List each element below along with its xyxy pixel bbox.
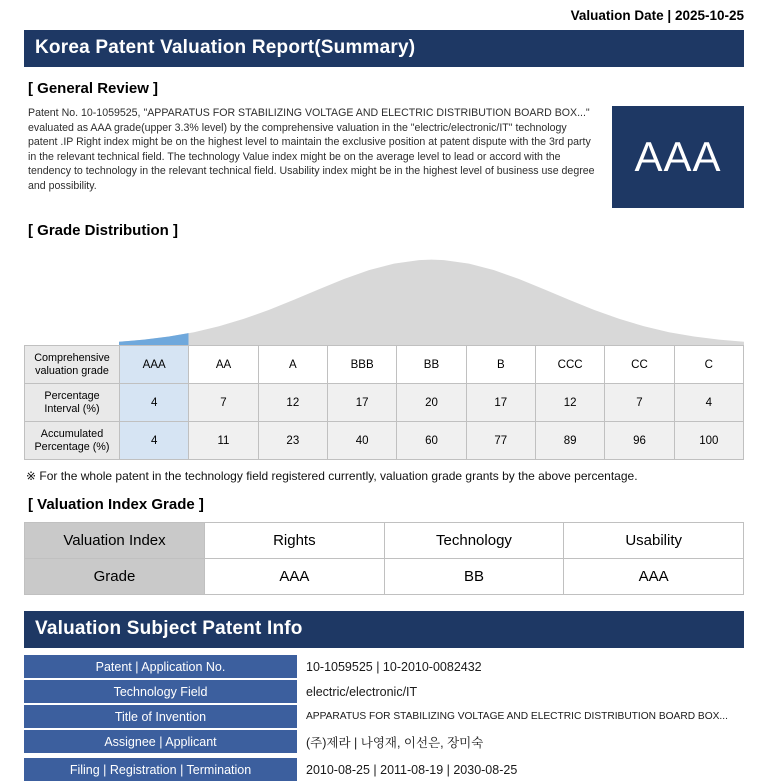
grade-cell: A: [258, 346, 327, 384]
grade-distribution-section: [24, 222, 744, 483]
table-row: [25, 346, 744, 384]
index-grade-cell: AAA: [205, 559, 385, 595]
valuation-index-table: [24, 522, 744, 595]
interval-cell: 17: [466, 384, 535, 422]
info-row-application: [24, 655, 744, 678]
info-value: 2010-08-25 | 2011-08-19 | 2030-08-25: [297, 758, 744, 781]
distribution-curve: [119, 248, 744, 345]
interval-cell: 7: [605, 384, 674, 422]
info-label: Technology Field: [24, 680, 297, 703]
index-grade-cell: BB: [384, 559, 564, 595]
grade-cell: BBB: [327, 346, 396, 384]
interval-cell: 12: [258, 384, 327, 422]
bell-curve-chart: [119, 248, 744, 345]
bell-curve-area: [119, 260, 744, 345]
interval-cell: 20: [397, 384, 466, 422]
grade-header-label: Grade: [25, 559, 205, 595]
info-row-title-of-invention: [24, 705, 744, 728]
table-row: [25, 384, 744, 422]
table-row: [25, 523, 744, 559]
row-header-interval: Percentage Interval (%): [25, 384, 120, 422]
info-value: 10-1059525 | 10-2010-0082432: [297, 655, 744, 678]
info-value: APPARATUS FOR STABILIZING VOLTAGE AND ELECTRIC DISTRIBUTION BOARD BOX...: [297, 705, 744, 728]
index-name-cell: Technology: [384, 523, 564, 559]
interval-cell: 7: [189, 384, 258, 422]
index-name-cell: Usability: [564, 523, 744, 559]
info-label: Filing | Registration | Termination: [24, 758, 297, 781]
accumulated-cell: 4: [120, 422, 189, 460]
info-label: Title of Invention: [24, 705, 297, 728]
info-value: electric/electronic/IT: [297, 680, 744, 703]
index-header-label: Valuation Index: [25, 523, 205, 559]
info-label: Assignee | Applicant: [24, 730, 297, 753]
accumulated-cell: 77: [466, 422, 535, 460]
interval-cell: 4: [120, 384, 189, 422]
accumulated-cell: 89: [535, 422, 604, 460]
accumulated-cell: 23: [258, 422, 327, 460]
table-row: [25, 559, 744, 595]
index-name-cell: Rights: [205, 523, 385, 559]
info-label: Patent | Application No.: [24, 655, 297, 678]
general-review-heading: [ General Review ]: [28, 80, 159, 97]
patent-info-table: [24, 655, 744, 781]
index-grade-cell: AAA: [564, 559, 744, 595]
grade-cell: AAA: [120, 346, 189, 384]
grade-cell: CCC: [535, 346, 604, 384]
row-header-accumulated: Accumulated Percentage (%): [25, 422, 120, 460]
general-review-section: [24, 106, 744, 208]
general-review-body: Patent No. 10-1059525, "APPARATUS FOR STABILIZING VOLTAGE AND ELECTRIC DISTRIBUTION BOARD BOX..." evaluated as AAA grade(upper 3.3% level) by the comprehensive valuation in the "electric/electronic/IT" technology patent .IP Right index might be on the highest level to maintain the exclusive position at patent dispute with the 3rd party in the relevant technical field. The technology Value index might be on the average level to lead or accord with the tendency to technology in the relevant technical field. Usability index might be in the highest level of business use degree and possibility.: [28, 107, 595, 192]
valuation-date: Valuation Date | 2025-10-25: [570, 8, 744, 23]
grade-cell: BB: [397, 346, 466, 384]
grade-cell: C: [674, 346, 743, 384]
accumulated-cell: 40: [327, 422, 396, 460]
valuation-index-heading: [ Valuation Index Grade ]: [28, 496, 204, 513]
accumulated-cell: 11: [189, 422, 258, 460]
grade-cell: CC: [605, 346, 674, 384]
interval-cell: 17: [327, 384, 396, 422]
accumulated-cell: 96: [605, 422, 674, 460]
grade-cell: B: [466, 346, 535, 384]
distribution-note: ※ For the whole patent in the technology field registered currently, valuation grade grants by the above percentage.: [26, 469, 638, 483]
patent-info-banner: Valuation Subject Patent Info: [24, 611, 744, 648]
info-row-assignee: [24, 730, 744, 753]
grade-cell: AA: [189, 346, 258, 384]
overall-grade-badge: AAA: [612, 106, 744, 208]
interval-cell: 12: [535, 384, 604, 422]
report-title-banner: Korea Patent Valuation Report(Summary): [24, 30, 744, 67]
info-value: (주)제라 | 나영재, 이선은, 장미숙: [297, 730, 744, 753]
info-row-technology-field: [24, 680, 744, 703]
info-row-dates: [24, 758, 744, 781]
row-header-grade: Comprehensive valuation grade: [25, 346, 120, 384]
table-row: [25, 422, 744, 460]
accumulated-cell: 60: [397, 422, 466, 460]
grade-distribution-heading: [ Grade Distribution ]: [28, 222, 178, 239]
interval-cell: 4: [674, 384, 743, 422]
grade-distribution-table: [24, 345, 744, 460]
accumulated-cell: 100: [674, 422, 743, 460]
